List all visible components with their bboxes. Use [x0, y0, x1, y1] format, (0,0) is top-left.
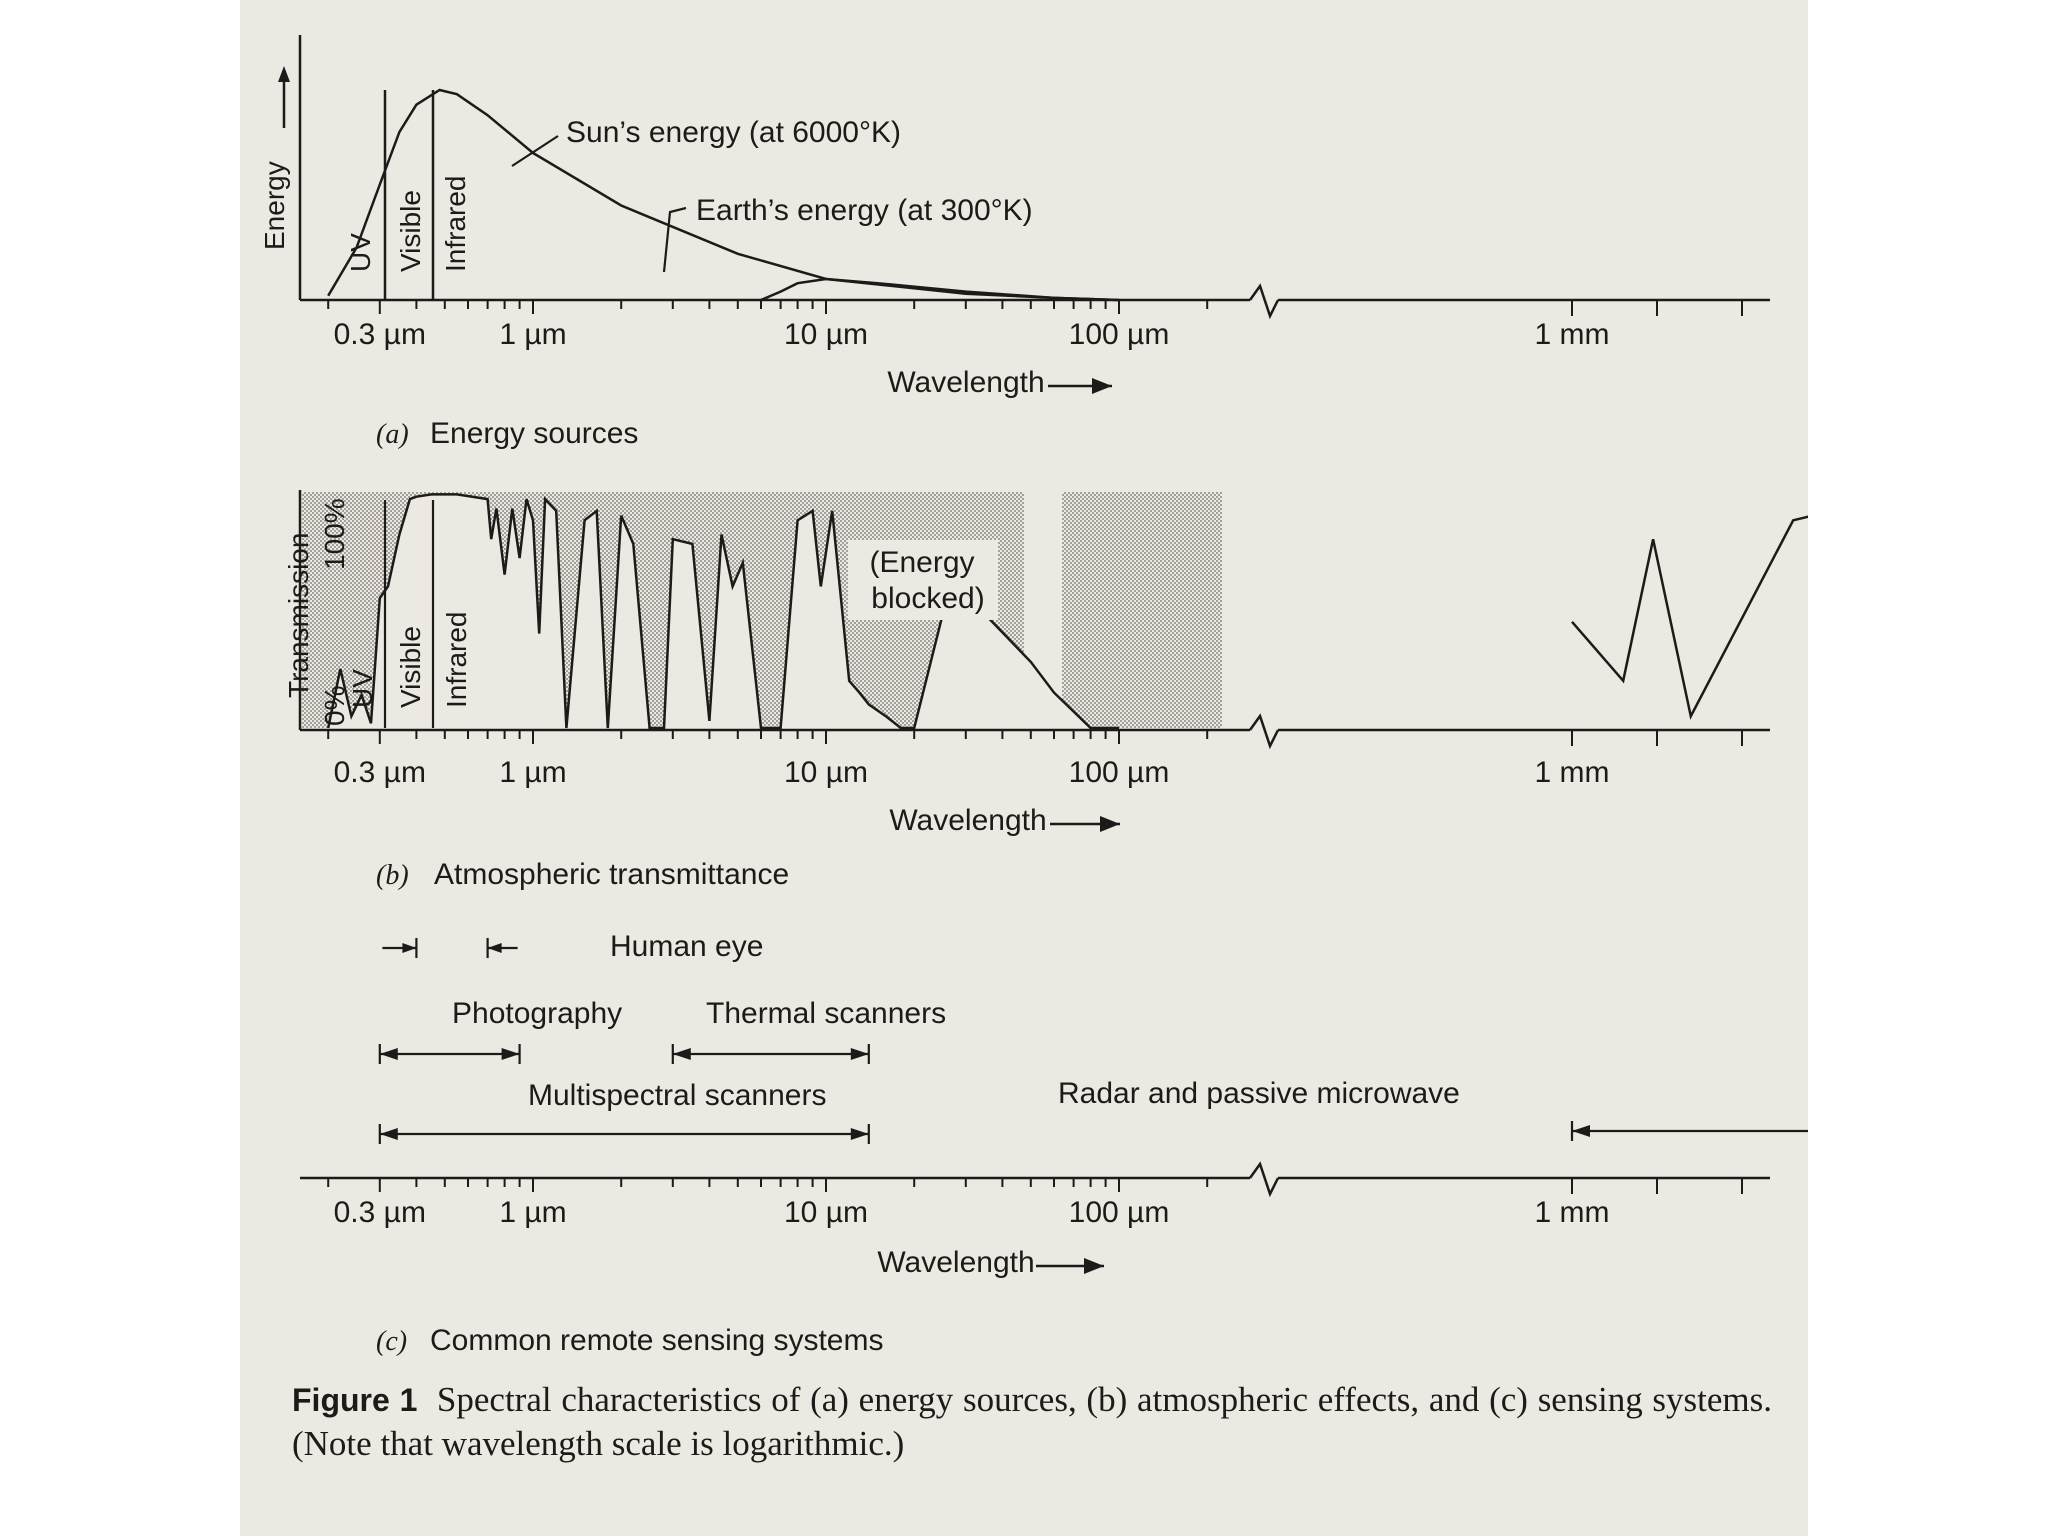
x-tick-label: 1 µm [499, 1196, 567, 1229]
x-tick-label: 100 µm [1068, 318, 1170, 351]
x-tick-label: 0.3 µm [333, 1196, 426, 1229]
x-tick-label: 1 µm [499, 756, 567, 789]
caption-lead: Figure 1 [292, 1382, 418, 1418]
photography-label: Photography [452, 997, 623, 1030]
multispectral-label: Multispectral scanners [528, 1079, 827, 1112]
panel-b-x-label: Wavelength [889, 804, 1047, 837]
x-tick-label: 10 µm [784, 756, 868, 789]
range-bar [380, 1044, 520, 1064]
figure-caption [292, 1378, 1772, 1465]
panel-a-band-visible: Visible [395, 190, 426, 272]
panel-b-y-bottom: 0% [319, 685, 350, 726]
panel-b-band-visible: Visible [395, 626, 426, 708]
panel-a-title: Energy sources [430, 417, 639, 450]
panel-a-y-label: Energy [259, 161, 290, 250]
x-tick-label: 1 mm [1534, 1196, 1610, 1229]
panel-c [300, 930, 1808, 1357]
panel-b [283, 490, 1808, 891]
panel-a [259, 35, 1808, 450]
panel-a-band-uv: UV [345, 233, 376, 272]
x-tick-label: 100 µm [1068, 756, 1170, 789]
sun-energy-label: Sun’s energy (at 6000°K) [566, 116, 901, 149]
book-page [240, 0, 1808, 1536]
range-bar [673, 1044, 869, 1064]
panel-b-title: Atmospheric transmittance [434, 858, 790, 891]
thermal-scanners-label: Thermal scanners [706, 997, 947, 1030]
caption-text: Spectral characteristics of (a) energy sources, (b) atmospheric effects, and (c) sensing systems. (Note that wavelength scale is logarithmic.) [292, 1380, 1773, 1463]
panel-a-x-label: Wavelength [887, 366, 1045, 399]
panel-b-band-infrared: Infrared [441, 611, 472, 708]
panel-c-x-label: Wavelength [877, 1246, 1035, 1279]
x-tick-label: 10 µm [784, 318, 868, 351]
earth-energy-curve [761, 279, 1119, 300]
x-tick-label: 1 mm [1534, 318, 1610, 351]
panel-a-letter: (a) [376, 419, 409, 450]
x-tick-label: 0.3 µm [333, 318, 426, 351]
sensing-system-ranges [380, 938, 1808, 1144]
x-tick-label: 1 mm [1534, 756, 1610, 789]
panel-c-x-axis [300, 1164, 1808, 1229]
panel-a-band-infrared: Infrared [440, 175, 471, 272]
range-bar [1572, 1121, 1808, 1141]
x-tick-label: 10 µm [784, 1196, 868, 1229]
energy-blocked-line1: (Energy [869, 546, 975, 579]
range-bar [380, 1124, 869, 1144]
panel-b-band-uv: UV [347, 669, 378, 708]
panel-b-y-label: Transmission [283, 532, 314, 698]
x-tick-label: 1 µm [499, 318, 567, 351]
panel-a-x-axis [300, 286, 1808, 351]
panel-b-y-top: 100% [319, 498, 350, 570]
earth-energy-label: Earth’s energy (at 300°K) [696, 194, 1033, 227]
energy-blocked-line2: blocked) [871, 582, 985, 615]
figure [240, 0, 1808, 1536]
panel-b-letter: (b) [376, 860, 409, 891]
x-tick-label: 100 µm [1068, 1196, 1170, 1229]
x-tick-label: 0.3 µm [333, 756, 426, 789]
panel-c-title: Common remote sensing systems [430, 1324, 884, 1357]
blocked-region-right [1062, 492, 1222, 728]
radar-label: Radar and passive microwave [1058, 1077, 1460, 1110]
panel-c-letter: (c) [376, 1326, 408, 1357]
human-eye-label: Human eye [610, 930, 764, 963]
range-bar [382, 938, 517, 958]
